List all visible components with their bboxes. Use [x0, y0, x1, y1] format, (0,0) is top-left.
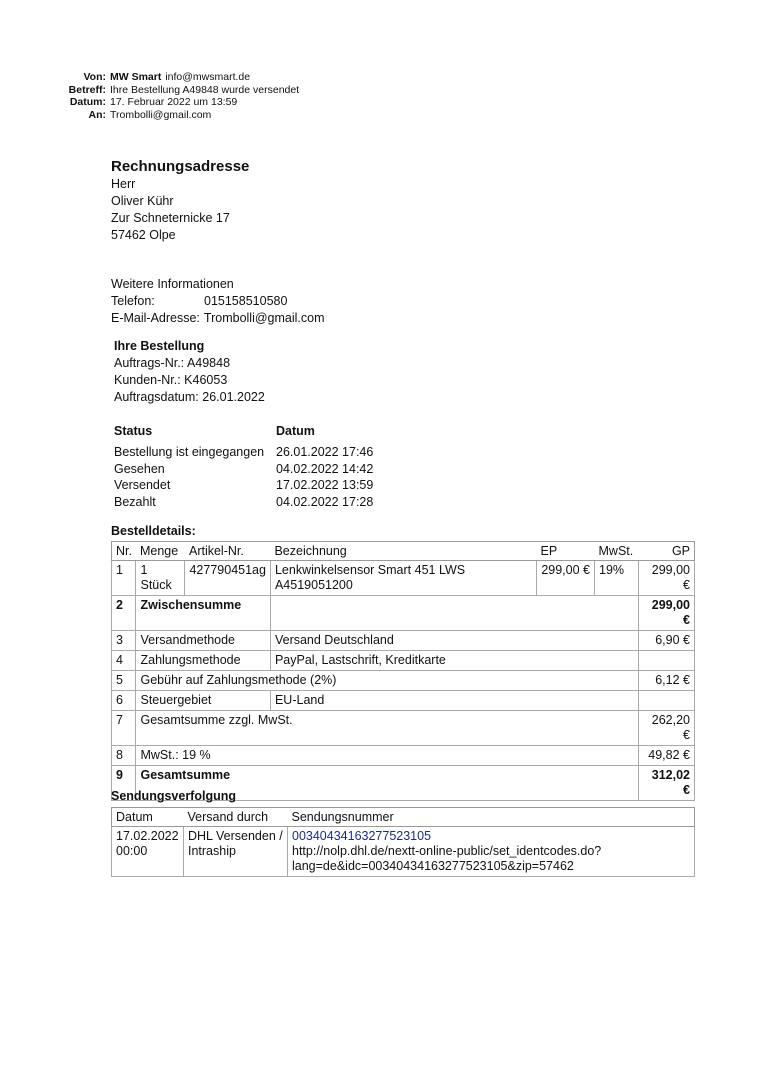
further-info	[111, 276, 325, 327]
tracking-number-link[interactable]: 00340434163277523105	[292, 829, 432, 843]
item-gp: 299,00 €	[639, 561, 695, 596]
from-label: Von:	[83, 71, 106, 83]
shipment-tracking	[111, 807, 695, 877]
tracking-row	[112, 827, 695, 877]
customer-number: Kunden-Nr.: K46053	[114, 373, 228, 387]
row-nr: 6	[112, 691, 136, 711]
carrier-line1: DHL Versenden /	[188, 829, 283, 843]
email-label: E-Mail-Adresse:	[111, 311, 200, 325]
item-menge: 1 Stück	[136, 561, 185, 596]
row-value: 49,82 €	[639, 746, 695, 766]
item-artikel: 427790451ag	[185, 561, 270, 596]
order-title: Ihre Bestellung	[114, 339, 205, 353]
ship-date-day: 17.02.2022	[116, 829, 179, 843]
tracking-cell	[288, 827, 695, 877]
status-date: 04.02.2022 14:42	[276, 461, 374, 476]
summary-row	[112, 651, 695, 671]
order-details-table	[111, 541, 695, 801]
row-desc: PayPal, Lastschrift, Kreditkarte	[270, 651, 638, 671]
summary-row	[112, 596, 695, 631]
col-date: Datum	[112, 808, 184, 827]
row-nr: 5	[112, 671, 136, 691]
status-section	[114, 423, 377, 510]
status-table	[114, 423, 377, 510]
status-date: 26.01.2022 17:46	[276, 445, 374, 459]
item-name: Lenkwinkelsensor Smart 451 LWS	[274, 563, 466, 577]
row-value: 262,20 €	[639, 711, 695, 746]
row-desc: EU-Land	[270, 691, 638, 711]
item-nr: 1	[112, 561, 136, 596]
tracking-url-line2: lang=de&idc=00340434163277523105&zip=57462	[292, 859, 574, 873]
row-value: 312,02 €	[639, 766, 695, 801]
recipient[interactable]: Trombolli@gmail.com	[110, 108, 212, 121]
order-number: Auftrags-Nr.: A49848	[114, 356, 231, 370]
summary-row	[112, 691, 695, 711]
status-name: Bestellung ist eingegangen	[114, 445, 265, 459]
row-label: Zwischensumme	[136, 596, 270, 631]
row-label: Versandmethode	[136, 631, 270, 651]
summary-row	[112, 746, 695, 766]
row-value: 6,90 €	[639, 631, 695, 651]
tracking-header-row	[112, 808, 695, 827]
sender-address[interactable]: info@mwsmart.de	[165, 71, 251, 83]
carrier-line2: Intraship	[188, 844, 236, 858]
status-date: 17.02.2022 13:59	[276, 478, 374, 492]
col-gp: GP	[639, 542, 695, 561]
ship-date	[112, 827, 184, 877]
item-mwst: 19%	[595, 561, 639, 596]
shipping-title: Sendungsverfolgung	[111, 789, 236, 803]
row-nr: 4	[112, 651, 136, 671]
summary-row	[112, 711, 695, 746]
summary-row	[112, 671, 695, 691]
status-name: Versendet	[114, 478, 171, 492]
summary-row	[112, 631, 695, 651]
info-title: Weitere Informationen	[111, 277, 234, 291]
from-row	[40, 71, 299, 84]
tracking-url-line1: http://nolp.dhl.de/nextt-online-public/set_identcodes.do?	[292, 844, 602, 858]
row-label: Zahlungsmethode	[136, 651, 270, 671]
to-label: An:	[88, 108, 106, 121]
table-header-row	[112, 542, 695, 561]
row-label: MwSt.: 19 %	[136, 746, 639, 766]
status-date: 04.02.2022 17:28	[276, 494, 374, 509]
row-nr: 8	[112, 746, 136, 766]
status-row	[114, 477, 377, 494]
subject-label: Betreff:	[68, 83, 106, 96]
status-header: Status	[114, 424, 153, 438]
item-bezeichnung	[270, 561, 536, 596]
tracking-table	[111, 807, 695, 877]
status-name: Gesehen	[114, 461, 165, 476]
date-row	[40, 96, 299, 109]
col-mwst: MwSt.	[595, 542, 639, 561]
billing-title: Rechnungsadresse	[111, 158, 250, 175]
row-value	[639, 651, 695, 671]
subject-row	[40, 84, 299, 97]
row-nr: 2	[112, 596, 136, 631]
date-label: Datum:	[69, 96, 106, 108]
order-date: Auftragsdatum: 26.01.2022	[114, 390, 265, 404]
billing-name: Oliver Kühr	[111, 194, 174, 208]
row-value: 299,00 €	[639, 596, 695, 631]
phone-value: 015158510580	[204, 294, 288, 308]
order-details	[111, 541, 695, 801]
row-label: Steuergebiet	[136, 691, 270, 711]
status-date-header: Datum	[276, 424, 315, 438]
row-label: Gebühr auf Zahlungsmethode (2%)	[136, 671, 639, 691]
col-bezeichnung: Bezeichnung	[270, 542, 536, 561]
status-row	[114, 444, 377, 461]
status-name: Bezahlt	[114, 494, 156, 509]
row-value	[639, 691, 695, 711]
ship-date-time: 00:00	[116, 844, 148, 858]
billing-city: 57462 Olpe	[111, 228, 176, 242]
to-row	[40, 109, 299, 122]
subject: Ihre Bestellung A49848 wurde versendet	[110, 83, 300, 96]
details-title: Bestelldetails:	[111, 524, 196, 538]
item-row	[112, 561, 695, 596]
email-value[interactable]: Trombolli@gmail.com	[203, 311, 325, 325]
item-part-number: A4519051200	[274, 578, 353, 592]
row-nr: 3	[112, 631, 136, 651]
row-nr: 7	[112, 711, 136, 746]
col-nr: Nr.	[112, 542, 136, 561]
row-desc: Versand Deutschland	[270, 631, 638, 651]
row-value: 6,12 €	[639, 671, 695, 691]
col-ep: EP	[537, 542, 595, 561]
col-menge: Menge	[136, 542, 185, 561]
row-desc	[270, 596, 638, 631]
col-tracking: Sendungsnummer	[288, 808, 695, 827]
col-artikel: Artikel-Nr.	[185, 542, 270, 561]
sender-name: MW Smart	[110, 71, 162, 83]
status-row	[114, 461, 377, 478]
order-info	[114, 338, 265, 406]
item-ep: 299,00 €	[537, 561, 595, 596]
row-label: Gesamtsumme zzgl. MwSt.	[136, 711, 639, 746]
email-header	[40, 71, 299, 121]
billing-address	[111, 158, 249, 244]
col-carrier: Versand durch	[184, 808, 288, 827]
phone-row	[111, 293, 325, 310]
row-nr: 9	[112, 766, 136, 801]
billing-salutation: Herr	[111, 177, 136, 191]
email-date: 17. Februar 2022 um 13:59	[110, 96, 238, 108]
phone-label: Telefon:	[111, 294, 155, 308]
row-label: Gesamtsumme	[136, 766, 639, 801]
email-row	[111, 310, 325, 327]
billing-street: Zur Schneternicke 17	[111, 211, 230, 225]
status-row	[114, 494, 377, 511]
carrier	[184, 827, 288, 877]
